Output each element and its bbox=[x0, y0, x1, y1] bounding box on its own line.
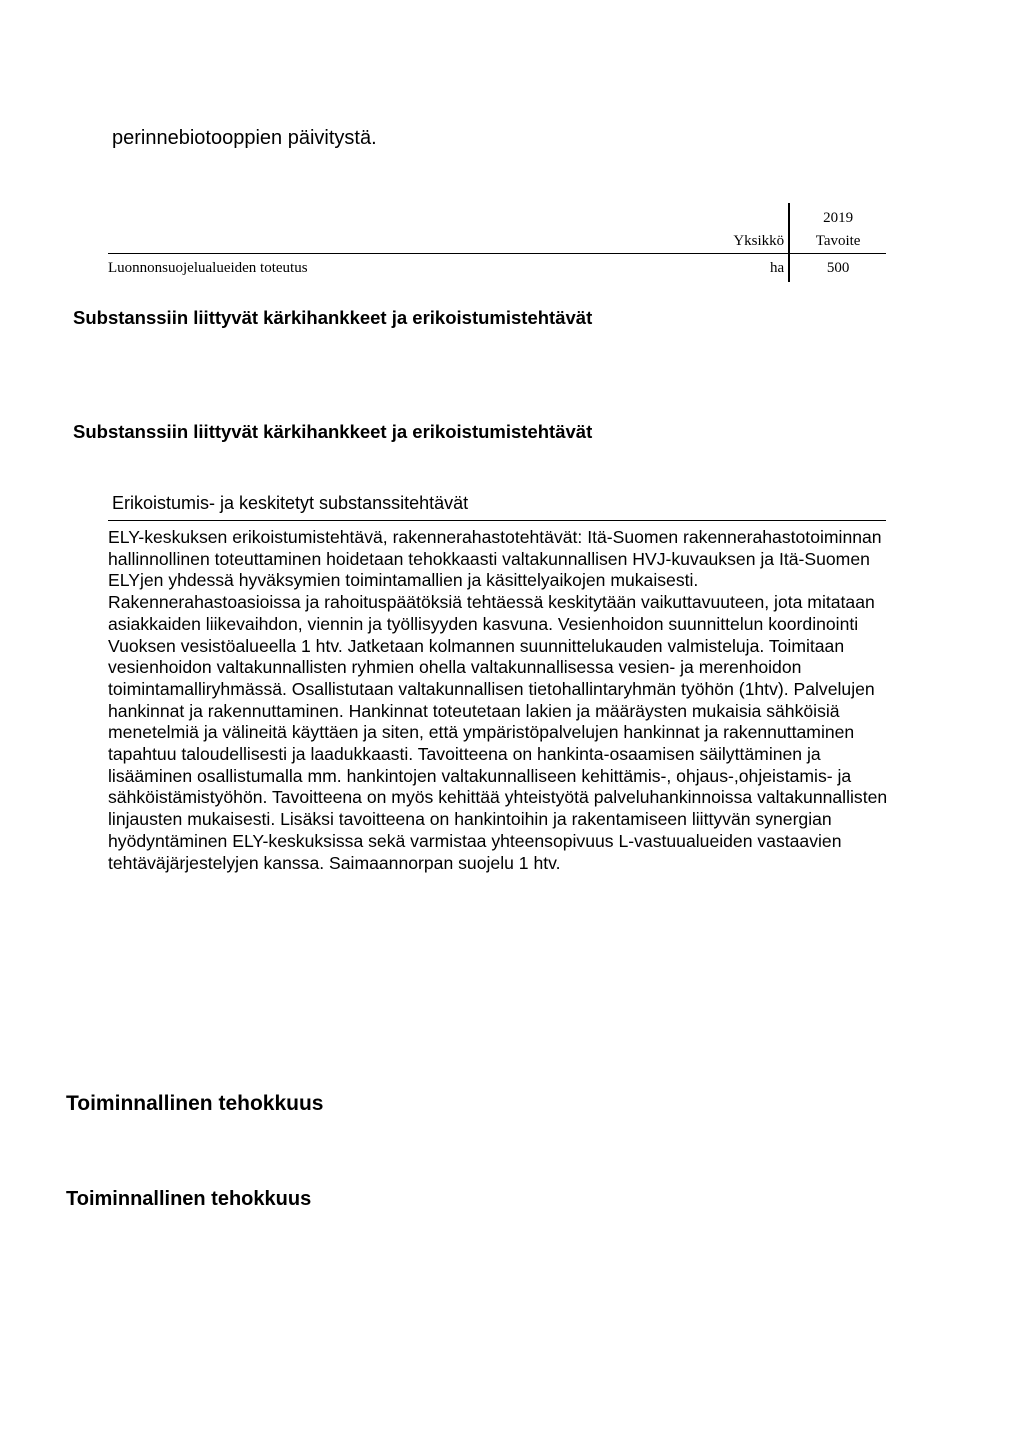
subheading-divider bbox=[108, 520, 886, 521]
row-target: 500 bbox=[826, 259, 850, 276]
unit-header: Yksikkö bbox=[666, 227, 789, 254]
subheading: Erikoistumis- ja keskitetyt substanssitehtävät bbox=[112, 493, 469, 513]
target-header: Tavoite bbox=[789, 227, 886, 254]
footer-heading-1: Toiminnallinen tehokkuus bbox=[66, 1092, 324, 1115]
lead-text: perinnebiotooppien päivitystä. bbox=[112, 127, 377, 149]
body-paragraph: ELY-keskuksen erikoistumistehtävä, rakennerahastotehtävät: Itä-Suomen rakennerahastotoiminnan hallinnollinen toteuttaminen hoidetaan tehokkaasti valtakunnallisen HVJ-kuvauksen ja Itä-Suomen ELYjen yhdessä hyväksymien toimintamallien ja käsittelyaikojen mukaisesti. Rakennerahastoasioissa ja rahoituspäätöksiä tehtäessä keskitytään vaikuttavuuteen, jota mitataan asiakkaiden liikevaihdon, viennin ja työllisyyden kasvuna. Vesienhoidon suunnittelun koordinointi Vuoksen vesistöalueella 1 htv. Jatketaan kolmannen suunnittelukauden valmisteluja. Toimitaan vesienhoidon valtakunnallisten ryhmien ohella valtakunnallisessa vesien- ja merenhoidon toimintamalliryhmässä. Osallistutaan valtakunnallisen tietohallintaryhmän työhön (1htv). Palvelujen hankinnat ja rakennuttaminen. Hankinnat toteutetaan lakien ja määräysten mukaisia sähköisiä menetelmiä ja välineitä käyttäen ja siten, että ympäristöpalvelujen hankinnat ja rakennuttaminen tapahtuu taloudellisesti ja laadukkaasti. Tavoitteena on hankinta-osaamisen säilyttäminen ja lisääminen osallistumalla mm. hankintojen valtakunnalliseen kehittämis-, ohjaus-,ohjeistamis- ja sähköistämistyöhön. Tavoitteena on myös kehittää yhteistyötä palveluhankinnoissa valtakunnallisten linjausten mukaisesti. Lisäksi tavoitteena on hankintoihin ja rakentamiseen liittyvän synergian hyödyntäminen ELY-keskuksissa sekä varmistaa yhteensopivuus L-vastuualueiden vastaavien tehtäväjärjestelyjen kanssa. Saimaannorpan suojelu 1 htv. bbox=[108, 527, 888, 873]
table-row bbox=[108, 254, 886, 283]
year-header: 2019 bbox=[823, 210, 854, 226]
section-heading-1: Substanssiin liittyvät kärkihankkeet ja erikoistumistehtävät bbox=[73, 307, 593, 328]
table-header-row bbox=[108, 227, 886, 254]
footer-heading-2: Toiminnallinen tehokkuus bbox=[66, 1188, 312, 1210]
metrics-table bbox=[108, 203, 886, 282]
table-year-row bbox=[108, 203, 886, 227]
row-label: Luonnonsuojelualueiden toteutus bbox=[108, 259, 308, 276]
row-unit: ha bbox=[666, 254, 789, 283]
section-heading-2: Substanssiin liittyvät kärkihankkeet ja erikoistumistehtävät bbox=[73, 421, 593, 442]
